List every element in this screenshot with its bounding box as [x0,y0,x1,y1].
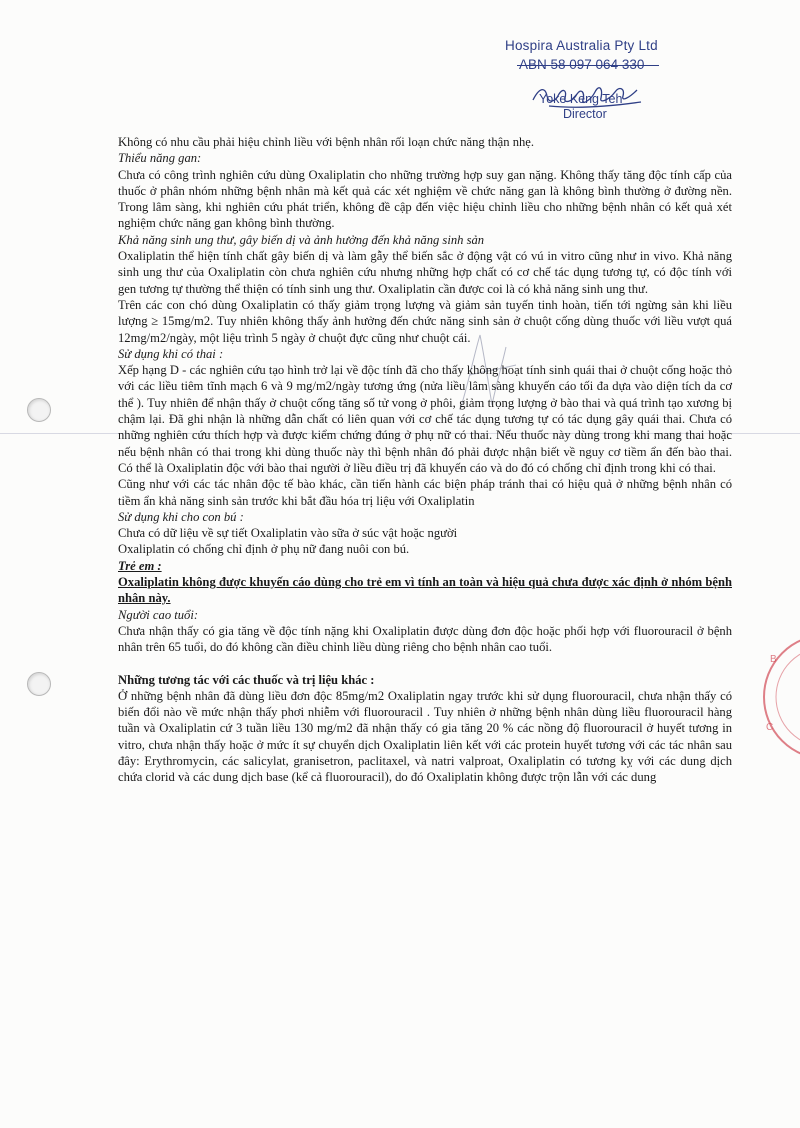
punch-hole-top [27,398,51,422]
interactions-paragraph: Ở những bệnh nhân đã dùng liều đơn độc 85mg/m2 Oxaliplatin ngay trước khi sử dụng fluorouracil, chưa nhận thấy có biến đổi nào về mức nhận thấy phơi nhiễm với fluorouracil . Tuy nhiên ở những bệnh nhân dùng liều fluorouracil hàng tuần và Oxaliplatin cứ 3 tuần liều 130 mg/m2 đã nhận thấy có gia tăng 20 % các nồng độ fluorouracil ở huyết tương in vitro, chưa nhận thấy hoặc ở mức ít sự chuyển dịch Oxaliplatin liên kết với các protein huyết tương với các tác nhân sau đây: Erythromycin, các salicylat, granisetron, paclitaxel, và natri valproat, Oxaliplatin có tương kỵ với các dung dịch chứa clorid và các dung dịch base (kể cả fluorouracil), do đó Oxaliplatin không được trộn lẫn với các dung [118,688,732,785]
renal-paragraph: Không có nhu cầu phải hiệu chỉnh liều với bệnh nhân rối loạn chức năng thận nhẹ. [118,135,535,149]
liver-paragraph: Chưa có công trình nghiên cứu dùng Oxaliplatin cho những trường hợp suy gan nặng. Không thấy tăng độc tính cấp của thuốc ở phân nhóm những bệnh nhân mà kết quả các xét nghiệm về chức năng gan là không bình thường ở đường nền. Trong lâm sàng, khi nghiên cứu phát triển, không đề cập đến việc hiệu chỉnh liều cho những bệnh nhân có kết quả xét nghiệm chức năng gan không bình thường. [118,167,732,231]
dogs-paragraph: Trên các con chó dùng Oxaliplatin có thấy giảm trọng lượng và giảm sản tuyến tinh hoàn, tiến tới ngừng sản khi liều lượng ≥ 15mg/m2. Tuy nhiên không thấy ảnh hưởng đến chức năng sinh sản ở chuột cống dùng thuốc với liều vượt quá 12mg/m2/ngày, một liệu trình 5 ngày ở chuột đực cũng như chuột cái. [118,297,732,345]
heading-pregnancy: Sử dụng khi có thai : [118,346,224,361]
lactation-paragraph-1: Chưa có dữ liệu về sự tiết Oxaliplatin vào sữa ở súc vật hoặc người [118,526,458,541]
heading-children: Trẻ em : [118,558,162,573]
heading-carcinogenicity: Khả năng sinh ung thư, gây biến dị và ảnh hưởng đến khả năng sinh sản [118,232,485,247]
stamp-signatory: Yoke Keng Teh [539,92,623,106]
heading-interactions: Những tương tác với các thuốc và trị liệu khác : [118,672,375,687]
red-stamp-fragment [756,612,800,782]
spacer [118,656,732,672]
heading-elderly: Người cao tuổi: [118,607,199,622]
lactation-paragraph-2: Oxaliplatin có chống chỉ định ở phụ nữ đang nuôi con bú. [118,542,410,557]
heading-liver: Thiểu năng gan: [118,151,202,166]
company-stamp [505,38,705,121]
document-body [118,134,732,786]
punch-hole-bottom [27,672,51,696]
svg-text:B: B [770,654,777,665]
carcinogenicity-paragraph: Oxaliplatin thể hiện tính chất gây biến dị và làm gẫy thể biến sắc ở động vật có vú in vitro cũng như in vivo. Khả năng sinh ung thư của Oxaliplatin còn chưa nghiên cứu nhưng những hợp chất có cơ chế tác dụng tương tự, có độc tính với gen tương tự thường thể thiện có tính sinh ung thư. Oxaliplatin cần được coi là có khả năng sinh ung thư. [118,249,732,296]
stamp-company: Hospira Australia Pty Ltd [505,38,658,53]
stamp-abn [519,57,705,72]
signature [529,78,649,114]
svg-text:C: C [766,722,774,733]
heading-lactation: Sử dụng khi cho con bú : [118,509,244,524]
stamp-title: Director [563,107,607,121]
pregnancy-paragraph: Xếp hạng D - các nghiên cứu tạo hình trở lại về độc tính đã cho thấy không hoạt tính sinh quái thai ở chuột cống hoặc thỏ với các liều tiêm tĩnh mạch 6 và 9 mg/m2/ngày tương ứng (nửa liều lâm sàng khuyến cáo tối đa dựa vào diện tích da cơ thể ). Tuy nhiên để nhận thấy ở chuột cống tăng số tử vong ở phôi, giảm trọng lượng ở bào thai và quá trình tạo xương bị chậm lại. Đã ghi nhận là những dẫn chất có liên quan với cơ chế tác dụng tương tự có tác dụng gây quái thai. Chưa có những nghiên cứu thích hợp và được kiểm chứng đúng ở phụ nữ có thai. Nếu thuốc này dùng trong khi mang thai hoặc nếu bệnh nhân có thai trong khi dùng thuốc này thì bệnh nhân đó phải được nhận biết về nguy cơ tiềm ẩn đến bào thai. Có thể là Oxaliplatin độc với bào thai người ở liều điều trị đã khuyến cáo và do đó có chống chỉ định trong khi có thai. [118,363,732,475]
elderly-paragraph: Chưa nhận thấy có gia tăng về độc tính nặng khi Oxaliplatin được dùng đơn độc hoặc phối hợp với fluorouracil ở bệnh nhân trên 65 tuổi, do đó không cần điều chỉnh liều dùng riêng cho bệnh nhân cao tuổi. [118,623,732,655]
stamp-strike-line [517,65,659,66]
stamp-abn-text: ABN 58 097 064 330 [519,57,645,72]
contraception-paragraph: Cũng như với các tác nhân độc tế bào khác, cần tiến hành các biện pháp tránh thai có hiệu quả ở những bệnh nhân có tiềm ẩn khả năng sinh sản trước khi bắt đầu hóa trị liệu với Oxaliplatin [118,477,732,508]
children-paragraph: Oxaliplatin không được khuyến cáo dùng cho trẻ em vì tính an toàn và hiệu quả chưa được xác định ở nhóm bệnh nhân này. [118,575,732,606]
